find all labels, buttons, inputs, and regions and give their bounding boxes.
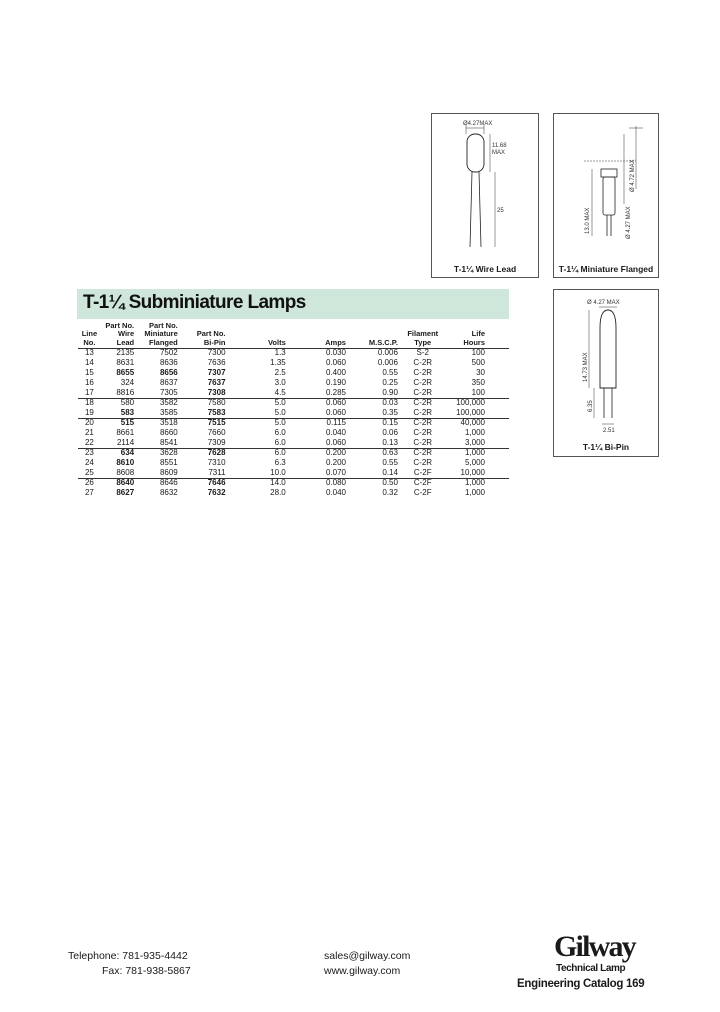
cell-mscp: 0.15 [348, 419, 400, 429]
cell-part-wire-lead: 583 [120, 407, 135, 417]
cell-life-hours: 100,000 [456, 407, 485, 417]
cell-part-bi-pin: 7632 [207, 488, 226, 498]
cell-line-no: 15 [84, 368, 94, 378]
cell-amps: 0.080 [288, 479, 348, 489]
page-title: T-1¼ Subminiature Lamps [83, 292, 306, 313]
cell-life-hours: 1,000 [446, 449, 509, 459]
table-body [78, 349, 509, 499]
cell-part-miniature-flanged: 8636 [159, 358, 178, 368]
header-text: Amps [325, 337, 346, 347]
cell-part-bi-pin: 7308 [207, 387, 226, 397]
cell-part-wire-lead: 324 [120, 378, 135, 388]
cell-life-hours: 40,000 [446, 419, 509, 429]
cell-mscp: 0.14 [382, 467, 398, 477]
cell-part-miniature-flanged: 3582 [136, 399, 180, 409]
table-row [78, 489, 509, 499]
cell-line-no: 13 [84, 348, 94, 358]
cell-life-hours: 1,000 [446, 479, 509, 489]
cell-part-wire-lead: 2135 [116, 348, 135, 358]
header-text: No. [83, 337, 96, 347]
cell-volts: 4.5 [274, 387, 286, 397]
header-text: Wire [117, 329, 135, 339]
cell-line-no: 16 [84, 378, 94, 388]
lamp-specifications-table [78, 322, 509, 499]
cell-volts: 5.0 [228, 399, 288, 409]
table-row [78, 359, 509, 369]
cell-mscp: 0.03 [348, 399, 400, 409]
cell-line-no: 27 [84, 488, 94, 498]
header-part-bi-pin [180, 322, 228, 349]
header-life-hours [446, 322, 509, 349]
cell-life-hours: 100 [471, 387, 485, 397]
cell-part-bi-pin: 7628 [180, 449, 228, 459]
fax: Fax: 781-938-5867 [102, 965, 191, 977]
bi-pin-diameter-dim: Ø 4.27 MAX [587, 300, 620, 306]
cell-line-no: 25 [84, 467, 94, 477]
cell-line-no: 24 [84, 458, 94, 468]
wire-lead-lead-length-dim: 25 [497, 208, 504, 214]
cell-part-wire-lead: 8640 [101, 479, 136, 489]
cell-line-no: 21 [84, 428, 94, 438]
email-link[interactable]: sales@gilway.com [324, 950, 411, 962]
header-text: Line [81, 329, 98, 339]
cell-part-wire-lead: 8816 [116, 387, 135, 397]
cell-amps: 0.030 [325, 348, 346, 358]
cell-volts: 5.0 [228, 419, 288, 429]
cell-mscp: 0.06 [382, 428, 398, 438]
cell-amps: 0.115 [288, 419, 348, 429]
cell-part-bi-pin: 7307 [207, 368, 226, 378]
cell-amps: 0.040 [325, 488, 346, 498]
cell-volts: 3.0 [274, 378, 286, 388]
catalog-label: Engineering Catalog 169 [517, 978, 645, 990]
cell-life-hours: 3,000 [464, 437, 485, 447]
header-text: Type [414, 337, 432, 347]
cell-amps: 0.400 [325, 368, 346, 378]
cell-amps: 0.190 [325, 378, 346, 388]
cell-life-hours: 10,000 [460, 467, 485, 477]
cell-filament-type: C-2R [400, 449, 446, 459]
table-row [78, 409, 509, 419]
cell-part-bi-pin: 7637 [207, 378, 226, 388]
cell-filament-type: C-2R [413, 407, 433, 417]
cell-part-wire-lead: 8610 [116, 458, 135, 468]
telephone: Telephone: 781-935-4442 [68, 950, 188, 962]
cell-part-bi-pin: 7636 [207, 358, 226, 368]
wire-lead-bulb-length-dim: 11.68 [492, 143, 507, 149]
gilway-logo: Gilway [554, 930, 635, 963]
figure-wire-lead [431, 113, 539, 278]
header-text: Part No. [148, 321, 178, 330]
cell-life-hours: 30 [476, 368, 485, 378]
table-row [78, 479, 509, 489]
table-row [78, 389, 509, 399]
cell-part-bi-pin: 7310 [207, 458, 226, 468]
cell-part-miniature-flanged: 8637 [159, 378, 178, 388]
cell-life-hours: 500 [471, 358, 485, 368]
flanged-flange-diameter-dim: Ø 4.72 MAX [630, 159, 636, 192]
flanged-length-dim: 13.0 MAX [585, 207, 591, 234]
cell-filament-type: C-2R [400, 399, 446, 409]
cell-amps: 0.070 [325, 467, 346, 477]
table-row [78, 469, 509, 479]
cell-mscp: 0.35 [382, 407, 398, 417]
cell-amps: 0.060 [288, 399, 348, 409]
cell-part-miniature-flanged: 7502 [159, 348, 178, 358]
cell-part-bi-pin: 7311 [208, 467, 226, 477]
cell-part-bi-pin: 7300 [207, 348, 226, 358]
cell-volts: 2.5 [274, 368, 286, 378]
figure-bi-pin [553, 289, 659, 457]
cell-part-miniature-flanged: 8541 [159, 437, 178, 447]
header-line-no [78, 322, 101, 349]
wire-lead-drawing [432, 114, 540, 264]
cell-mscp: 0.55 [382, 368, 398, 378]
cell-filament-type: C-2F [400, 479, 446, 489]
cell-life-hours: 350 [471, 378, 485, 388]
cell-filament-type: C-2R [413, 458, 433, 468]
cell-amps: 0.285 [325, 387, 346, 397]
cell-part-miniature-flanged: 3585 [159, 407, 178, 417]
header-text: Life [471, 329, 485, 339]
header-filament-type [400, 322, 446, 349]
logo-tagline: Technical Lamp [556, 963, 626, 974]
cell-filament-type: S-2 [416, 348, 429, 358]
cell-line-no: 14 [84, 358, 94, 368]
cell-part-miniature-flanged: 7305 [159, 387, 178, 397]
cell-part-bi-pin: 7309 [207, 437, 226, 447]
header-part-wire-lead [101, 322, 136, 349]
wire-lead-diameter-dim: Ø4.27MAX [463, 121, 493, 127]
cell-volts: 1.35 [270, 358, 286, 368]
cell-volts: 6.0 [228, 449, 288, 459]
cell-line-no: 26 [78, 479, 101, 489]
figure-miniature-flanged [553, 113, 659, 278]
table-row [78, 419, 509, 429]
cell-part-bi-pin: 7580 [180, 399, 228, 409]
table-row [78, 459, 509, 469]
wire-lead-max-label: MAX [492, 150, 506, 156]
cell-mscp: 0.25 [382, 378, 398, 388]
cell-filament-type: C-2R [413, 368, 433, 378]
header-part-miniature-flanged [136, 322, 180, 349]
cell-volts: 6.3 [274, 458, 286, 468]
table-row [78, 379, 509, 389]
cell-amps: 0.060 [325, 407, 346, 417]
cell-mscp: 0.13 [382, 437, 398, 447]
cell-part-wire-lead: 515 [101, 419, 136, 429]
bi-pin-length-dim: 14.73 MAX [583, 352, 589, 382]
website-link[interactable]: www.gilway.com [324, 965, 401, 977]
header-text: Volts [267, 337, 286, 347]
header-text: Hours [463, 337, 485, 347]
header-text: Bi-Pin [203, 337, 226, 347]
cell-part-bi-pin: 7660 [207, 428, 226, 438]
cell-volts: 6.0 [274, 437, 286, 447]
miniature-flanged-caption: T-1¼ Miniature Flanged [558, 264, 654, 274]
cell-mscp: 0.90 [382, 387, 398, 397]
cell-volts: 1.3 [274, 348, 286, 358]
cell-part-miniature-flanged: 3628 [136, 449, 180, 459]
cell-line-no: 20 [78, 419, 101, 429]
cell-volts: 10.0 [270, 467, 286, 477]
cell-part-wire-lead: 8627 [116, 488, 135, 498]
bi-pin-drawing [554, 290, 660, 445]
cell-part-miniature-flanged: 8660 [159, 428, 178, 438]
cell-volts: 28.0 [270, 488, 286, 498]
cell-mscp: 0.32 [382, 488, 398, 498]
cell-part-bi-pin: 7515 [180, 419, 228, 429]
table-row [78, 449, 509, 459]
cell-mscp: 0.63 [348, 449, 400, 459]
cell-line-no: 22 [84, 437, 94, 447]
cell-filament-type: C-2F [413, 467, 432, 477]
bi-pin-pin-length-dim: 6.35 [588, 400, 594, 412]
flanged-bulb-diameter-dim: Ø 4.27 MAX [626, 206, 632, 239]
cell-amps: 0.200 [288, 449, 348, 459]
bi-pin-spacing-dim: 2.51 [603, 428, 615, 434]
cell-part-wire-lead: 580 [101, 399, 136, 409]
cell-life-hours: 1,000 [464, 428, 485, 438]
cell-mscp: 0.50 [348, 479, 400, 489]
header-mscp [348, 322, 400, 349]
cell-volts: 6.0 [274, 428, 286, 438]
cell-filament-type: C-2F [413, 488, 432, 498]
cell-line-no: 17 [84, 387, 94, 397]
cell-part-wire-lead: 8655 [116, 368, 135, 378]
cell-part-miniature-flanged: 8646 [136, 479, 180, 489]
cell-line-no: 18 [78, 399, 101, 409]
cell-volts: 14.0 [228, 479, 288, 489]
header-text: Filament [407, 329, 439, 339]
cell-part-bi-pin: 7583 [207, 407, 226, 417]
cell-amps: 0.200 [325, 458, 346, 468]
bi-pin-caption: T-1¼ Bi-Pin [582, 442, 630, 452]
table-row [78, 429, 509, 439]
cell-life-hours: 5,000 [464, 458, 485, 468]
header-text: Miniature [144, 329, 178, 339]
section-title-band [77, 289, 509, 319]
cell-filament-type: C-2R [400, 419, 446, 429]
header-text: Lead [116, 337, 135, 347]
cell-part-miniature-flanged: 8609 [159, 467, 178, 477]
cell-part-miniature-flanged: 8632 [159, 488, 178, 498]
cell-line-no: 19 [84, 407, 94, 417]
cell-part-bi-pin: 7646 [180, 479, 228, 489]
cell-amps: 0.040 [325, 428, 346, 438]
wire-lead-caption: T-1¼ Wire Lead [453, 264, 517, 274]
header-text: Part No. [105, 321, 135, 330]
cell-amps: 0.060 [325, 437, 346, 447]
cell-line-no: 23 [78, 449, 101, 459]
header-text: M.S.C.P. [368, 337, 398, 347]
cell-part-wire-lead: 2114 [116, 437, 135, 447]
table-row [78, 439, 509, 449]
table-row [78, 349, 509, 359]
cell-filament-type: C-2R [413, 387, 433, 397]
cell-mscp: 0.55 [382, 458, 398, 468]
cell-part-miniature-flanged: 8551 [159, 458, 178, 468]
cell-part-wire-lead: 634 [101, 449, 136, 459]
cell-amps: 0.060 [325, 358, 346, 368]
cell-part-miniature-flanged: 8656 [159, 368, 178, 378]
cell-life-hours: 100 [471, 348, 485, 358]
cell-filament-type: C-2R [413, 378, 433, 388]
miniature-flanged-drawing [554, 114, 660, 264]
header-text: Part No. [196, 329, 226, 339]
header-amps [288, 322, 348, 349]
cell-filament-type: C-2R [413, 437, 433, 447]
cell-mscp: 0.006 [377, 358, 398, 368]
cell-filament-type: C-2R [413, 358, 433, 368]
cell-part-wire-lead: 8631 [116, 358, 135, 368]
cell-part-wire-lead: 8661 [116, 428, 135, 438]
cell-volts: 5.0 [274, 407, 286, 417]
cell-life-hours: 1,000 [464, 488, 485, 498]
cell-mscp: 0.006 [377, 348, 398, 358]
cell-filament-type: C-2R [413, 428, 433, 438]
cell-part-wire-lead: 8608 [116, 467, 135, 477]
cell-life-hours: 100,000 [446, 399, 509, 409]
table-row [78, 369, 509, 379]
cell-part-miniature-flanged: 3518 [136, 419, 180, 429]
table-row [78, 399, 509, 409]
header-volts [228, 322, 288, 349]
header-text: Flanged [148, 337, 178, 347]
table-header-row [78, 322, 509, 349]
